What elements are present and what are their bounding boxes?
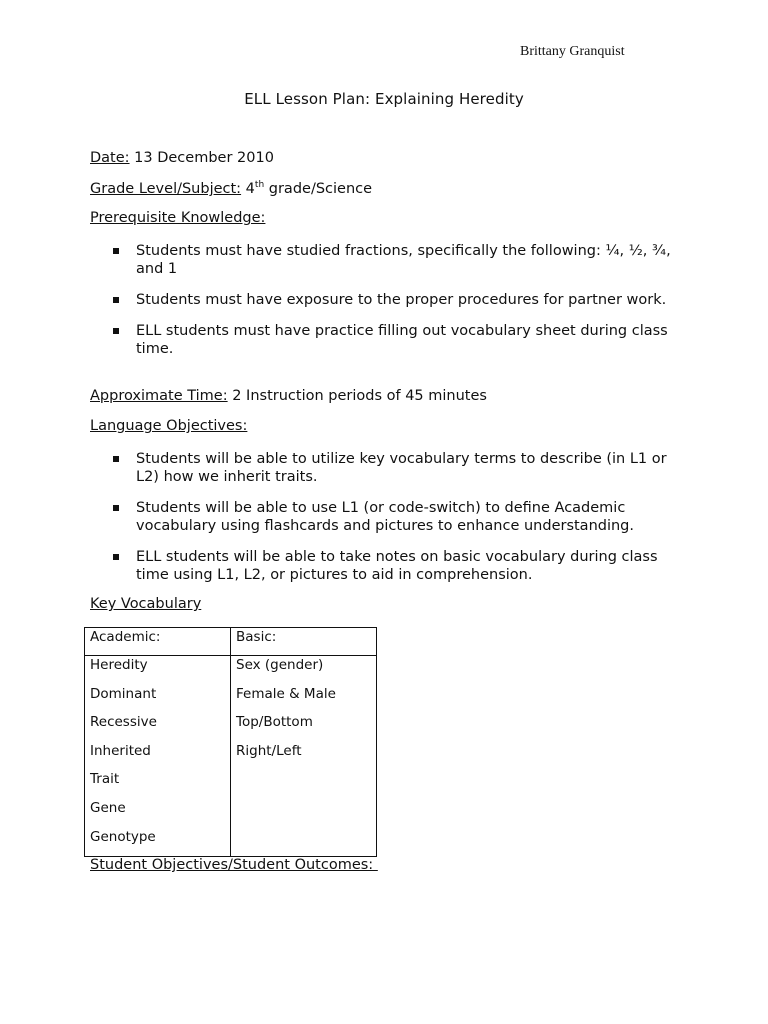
list-item [112, 450, 682, 486]
prerequisite-list [112, 242, 682, 358]
grade-superscript: th [254, 180, 265, 190]
table-header-basic: Basic: [231, 628, 377, 656]
list-item [112, 242, 682, 278]
prerequisite-heading [90, 210, 265, 226]
table-cell: Dominant [85, 685, 231, 714]
grade-field [90, 180, 372, 197]
bullet-icon [113, 456, 119, 462]
table-cell: Inherited [85, 742, 231, 771]
table-row [85, 828, 377, 857]
time-value: 2 Instruction periods of 45 minutes [227, 388, 487, 404]
table-cell: Right/Left [231, 742, 377, 771]
date-label: Date: [90, 150, 130, 166]
bullet-icon [113, 328, 119, 334]
grade-value-prefix: 4 [241, 180, 255, 197]
table-cell: Genotype [85, 828, 231, 857]
time-label: Approximate Time: [90, 388, 228, 404]
table-header-academic: Academic: [85, 628, 231, 656]
table-row [85, 799, 377, 828]
prerequisite-label: Prerequisite Knowledge: [90, 210, 266, 226]
bullet-icon [113, 248, 119, 254]
table-cell: Recessive [85, 713, 231, 742]
list-item [112, 499, 682, 535]
language-objectives-heading [90, 418, 247, 434]
document-title: ELL Lesson Plan: Explaining Heredity [244, 90, 524, 108]
table-cell: Gene [85, 799, 231, 828]
bullet-icon [113, 505, 119, 511]
list-item-text: ELL students will be able to take notes on basic vocabulary during class time using L1, L2, or pictures to aid in comprehension. [136, 549, 658, 583]
key-vocabulary-label: Key Vocabulary [90, 596, 202, 612]
grade-label: Grade Level/Subject: [90, 180, 242, 197]
key-vocabulary-heading [90, 596, 201, 612]
table-header-row [85, 628, 377, 656]
bullet-icon [113, 554, 119, 560]
table-row [85, 713, 377, 742]
table-row [85, 656, 377, 685]
list-item-text: Students will be able to utilize key vocabulary terms to describe (in L1 or L2) how we inherit traits. [136, 451, 667, 485]
language-objectives-label: Language Objectives: [90, 418, 248, 434]
list-item [112, 291, 682, 309]
author-name: Brittany Granquist [520, 44, 625, 59]
list-item-text: Students must have studied fractions, specifically the following: ¼, ½, ¾, and 1 [136, 243, 671, 277]
list-item-text: ELL students must have practice filling out vocabulary sheet during class time. [136, 323, 668, 357]
table-cell [231, 828, 377, 857]
list-item [112, 322, 682, 358]
table-cell: Female & Male [231, 685, 377, 714]
vocabulary-table [84, 627, 377, 857]
list-item-text: Students must have exposure to the proper procedures for partner work. [136, 292, 667, 308]
table-cell [231, 770, 377, 799]
time-field [90, 388, 487, 404]
table-cell [231, 799, 377, 828]
date-value: 13 December 2010 [129, 150, 274, 166]
language-objectives-list [112, 450, 682, 584]
table-row [85, 770, 377, 799]
student-outcomes-label: Student Objectives/Student Outcomes: [90, 857, 378, 873]
table-cell: Top/Bottom [231, 713, 377, 742]
list-item [112, 548, 682, 584]
table-row [85, 742, 377, 771]
table-cell: Heredity [85, 656, 231, 685]
table-row [85, 685, 377, 714]
list-item-text: Students will be able to use L1 (or code-switch) to define Academic vocabulary using flashcards and pictures to enhance understanding. [136, 500, 634, 534]
date-field [90, 150, 274, 166]
bullet-icon [113, 297, 119, 303]
grade-value-suffix: grade/Science [264, 180, 373, 197]
student-outcomes-heading [90, 857, 378, 873]
table-cell: Trait [85, 770, 231, 799]
table-cell: Sex (gender) [231, 656, 377, 685]
